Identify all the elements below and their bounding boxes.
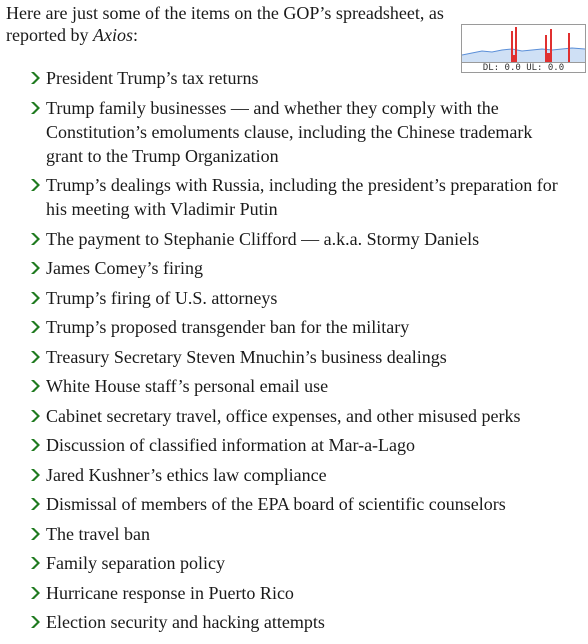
list-item-text: Family separation policy xyxy=(46,553,225,573)
list-item xyxy=(28,581,568,605)
speed-readout: DL: 0.0 UL: 0.0 xyxy=(462,62,585,74)
chevron-right-icon xyxy=(28,497,42,511)
intro-paragraph xyxy=(6,2,456,46)
list-item xyxy=(28,433,568,457)
list-item-text: President Trump’s tax returns xyxy=(46,68,259,88)
list-item-text: James Comey’s firing xyxy=(46,258,203,278)
list-item xyxy=(28,227,568,251)
list-item xyxy=(28,345,568,369)
chevron-right-icon xyxy=(28,586,42,600)
list-item-text: Trump’s firing of U.S. attorneys xyxy=(46,287,278,308)
list-item xyxy=(28,610,568,634)
speed-graph xyxy=(462,25,585,63)
list-item-text: The travel ban xyxy=(46,523,150,544)
list-item-text: Hurricane response in Puerto Rico xyxy=(46,582,294,603)
list-item xyxy=(28,96,568,168)
list-item-text: Treasury Secretary Steven Mnuchin’s business dealings xyxy=(46,346,447,367)
list-item xyxy=(28,374,568,398)
list-item xyxy=(28,551,568,575)
items-list xyxy=(28,66,568,640)
intro-text: Here are just some of the items on the GOP’s spreadsheet, as reported by xyxy=(6,3,444,45)
chevron-right-icon xyxy=(28,232,42,246)
chevron-right-icon xyxy=(28,615,42,629)
chevron-right-icon xyxy=(28,350,42,364)
list-item xyxy=(28,463,568,487)
chevron-right-icon xyxy=(28,320,42,334)
chevron-right-icon xyxy=(28,527,42,541)
list-item-text: Discussion of classified information at Mar-a-Lago xyxy=(46,435,416,455)
intro-colon: : xyxy=(132,25,138,45)
list-item xyxy=(28,173,568,221)
source-name: Axios xyxy=(92,25,133,45)
chevron-right-icon xyxy=(28,438,42,452)
chevron-right-icon xyxy=(28,409,42,423)
chevron-right-icon xyxy=(28,556,42,570)
list-item-text: Trump’s dealings with Russia, including the president’s preparation for his meeting with Vladimir Putin xyxy=(46,175,558,219)
chevron-right-icon xyxy=(28,71,42,85)
list-item xyxy=(28,522,568,546)
list-item xyxy=(28,66,568,90)
chevron-right-icon xyxy=(28,468,42,482)
chevron-right-icon xyxy=(28,379,42,393)
list-item xyxy=(28,256,568,280)
list-item-text: The payment to Stephanie Clifford — a.k.a. Stormy Daniels xyxy=(46,228,480,249)
chevron-right-icon xyxy=(28,291,42,305)
list-item-text: Cabinet secretary travel, office expenses, and other misused perks xyxy=(46,405,521,426)
chevron-right-icon xyxy=(28,101,42,115)
list-item-text: Jared Kushner’s ethics law compliance xyxy=(46,464,327,485)
list-item-text: Election security and hacking attempts xyxy=(46,612,325,632)
chevron-right-icon xyxy=(28,178,42,192)
list-item xyxy=(28,286,568,310)
list-item-text: Trump family businesses — and whether they comply with the Constitution’s emoluments clause, including the Chinese trademark grant to the Trump Organization xyxy=(46,97,533,166)
list-item-text: Trump’s proposed transgender ban for the military xyxy=(46,317,410,337)
chevron-right-icon xyxy=(28,261,42,275)
list-item-text: White House staff’s personal email use xyxy=(46,376,329,396)
list-item xyxy=(28,492,568,516)
list-item xyxy=(28,404,568,428)
list-item xyxy=(28,315,568,339)
list-item-text: Dismissal of members of the EPA board of scientific counselors xyxy=(46,494,506,514)
